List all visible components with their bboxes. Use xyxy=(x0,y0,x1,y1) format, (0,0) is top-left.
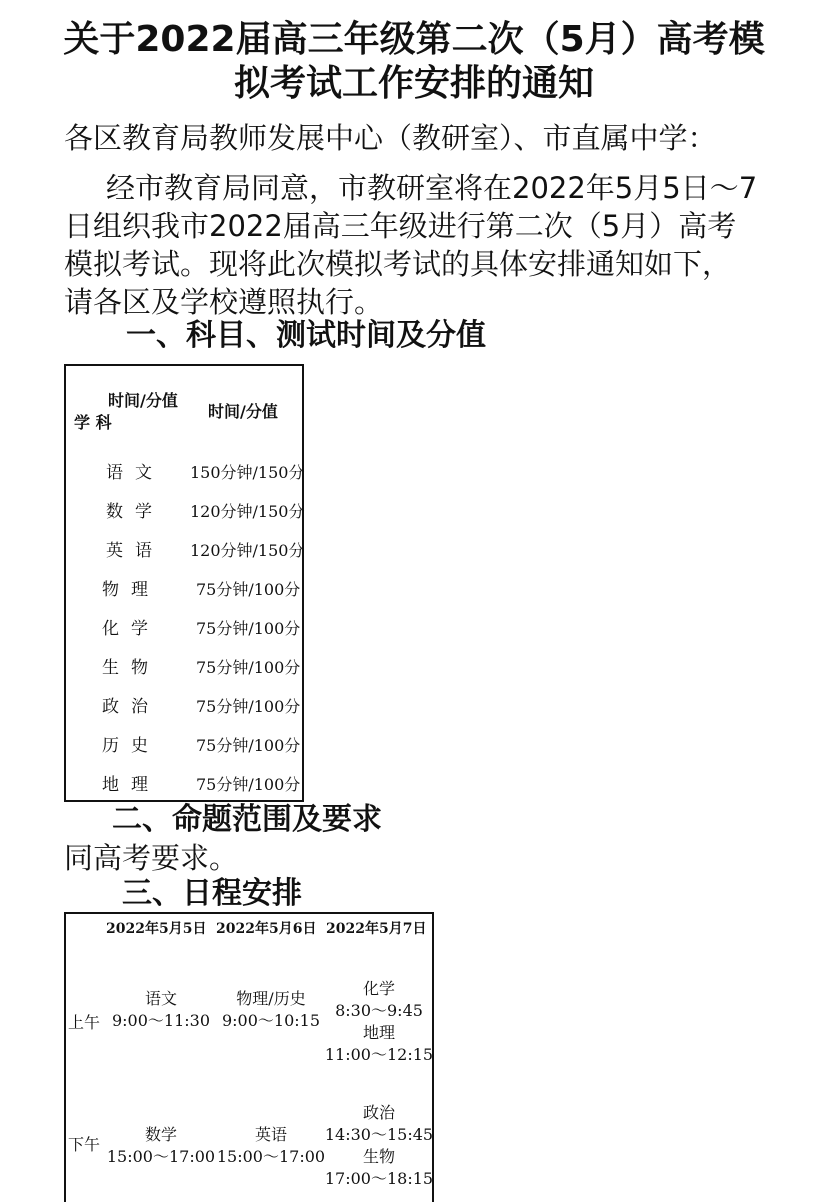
subject-name: 化学 xyxy=(102,619,160,639)
morning-label: 上午 xyxy=(68,1013,101,1032)
section-1-heading: 一、科目、测试时间及分值 xyxy=(126,318,486,353)
notice-title-line1: 关于2022届高三年级第二次（5月）高考模 xyxy=(63,19,765,60)
paragraph-line-4: 请各区及学校遵照执行。 xyxy=(64,285,384,319)
morning-day3-time-1: 8:30～9:45 xyxy=(335,1001,423,1020)
subject-time-score: 150分钟/150分 xyxy=(190,463,305,482)
subject-name: 政治 xyxy=(102,697,160,717)
subject-time-score: 75分钟/100分 xyxy=(196,619,301,638)
corner-header-bottom: 学 科 xyxy=(74,413,112,432)
subjects-table xyxy=(64,364,304,802)
corner-header-top: 时间/分值 xyxy=(108,391,178,410)
schedule-date-1: 2022年5月5日 xyxy=(106,921,207,937)
afternoon-day1-time: 15:00～17:00 xyxy=(106,1147,216,1166)
subject-name: 生物 xyxy=(102,658,160,678)
paragraph-line-3: 模拟考试。现将此次模拟考试的具体安排通知如下， xyxy=(64,247,732,281)
subject-time-score: 75分钟/100分 xyxy=(196,697,301,716)
morning-day1-subject: 语文 xyxy=(144,989,177,1008)
schedule-date-3: 2022年5月7日 xyxy=(326,921,427,937)
subject-time-score: 75分钟/100分 xyxy=(196,775,301,794)
morning-day1-time: 9:00～11:30 xyxy=(111,1011,211,1030)
afternoon-day2-subject: 英语 xyxy=(254,1125,287,1144)
subject-time-score: 75分钟/100分 xyxy=(196,658,301,677)
schedule-table xyxy=(64,912,434,1202)
morning-day3-subject-1: 化学 xyxy=(362,979,395,998)
column-header: 时间/分值 xyxy=(208,402,278,421)
subject-name: 数学 xyxy=(106,502,164,522)
afternoon-day2-time: 15:00～17:00 xyxy=(216,1147,326,1166)
subject-time-score: 75分钟/100分 xyxy=(196,580,301,599)
paragraph-line-2: 日组织我市2022届高三年级进行第二次（5月）高考 xyxy=(64,209,737,243)
subject-name: 英语 xyxy=(106,541,164,561)
afternoon-day3-time-2: 17:00～18:15 xyxy=(324,1169,434,1188)
subject-time-score: 120分钟/150分 xyxy=(190,541,305,560)
morning-day3-subject-2: 地理 xyxy=(362,1023,395,1042)
section-2-text: 同高考要求。 xyxy=(64,841,239,875)
subject-name: 地理 xyxy=(102,775,160,795)
section-2-heading: 二、命题范围及要求 xyxy=(112,802,382,837)
schedule-date-2: 2022年5月6日 xyxy=(216,921,317,937)
afternoon-day3-subject-1: 政治 xyxy=(362,1103,395,1122)
subject-name: 物理 xyxy=(102,580,160,600)
afternoon-label: 下午 xyxy=(68,1135,101,1154)
morning-day2-time: 9:00～10:15 xyxy=(221,1011,321,1030)
paragraph-line-1: 经市教育局同意，市教研室将在2022年5月5日～7 xyxy=(106,171,758,205)
morning-day3-time-2: 11:00～12:15 xyxy=(324,1045,434,1064)
subject-name: 语文 xyxy=(106,463,164,483)
subject-time-score: 120分钟/150分 xyxy=(190,502,305,521)
morning-day2-subject: 物理/历史 xyxy=(236,989,306,1008)
subject-time-score: 75分钟/100分 xyxy=(196,736,301,755)
notice-title-line2: 拟考试工作安排的通知 xyxy=(233,63,594,104)
afternoon-day3-time-1: 14:30～15:45 xyxy=(324,1125,434,1144)
addressee: 各区教育局教师发展中心（教研室）、市直属中学： xyxy=(64,121,717,155)
subject-name: 历史 xyxy=(102,736,160,756)
afternoon-day1-subject: 数学 xyxy=(144,1125,177,1144)
afternoon-day3-subject-2: 生物 xyxy=(362,1147,395,1166)
section-3-heading: 三、日程安排 xyxy=(122,876,302,911)
